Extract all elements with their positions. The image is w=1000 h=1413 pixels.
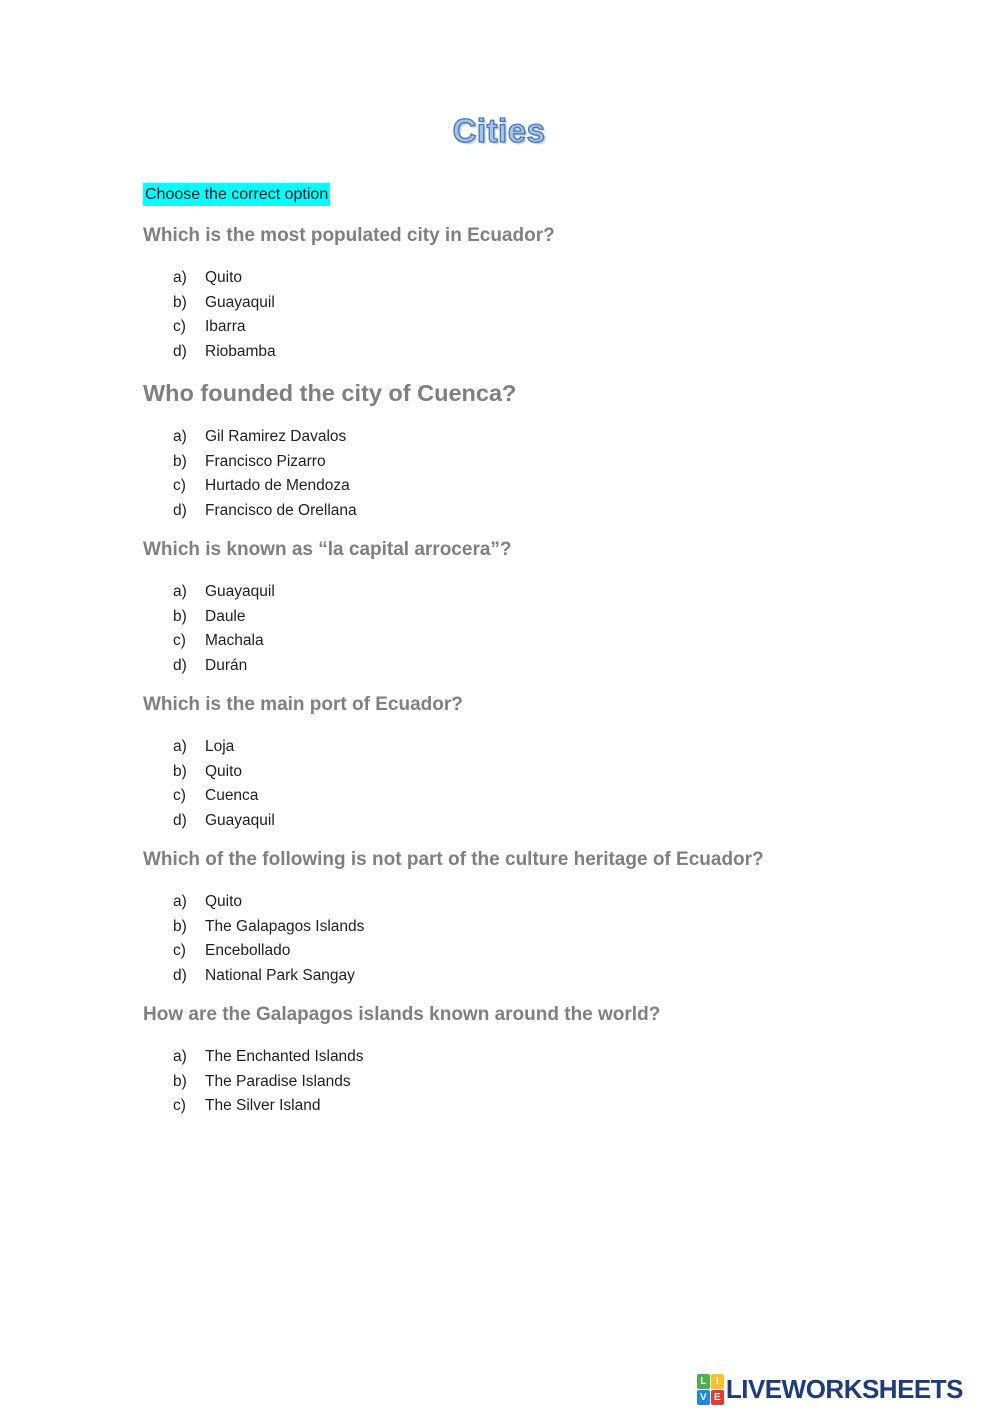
option-text: Guayaquil	[205, 293, 275, 311]
options-list	[143, 425, 855, 523]
answer-option[interactable]	[173, 340, 855, 365]
option-text: Loja	[205, 738, 235, 755]
options-list	[143, 1045, 855, 1119]
question-text: Which is the main port of Ecuador?	[143, 694, 463, 715]
option-letter: a)	[173, 738, 187, 755]
option-text: Quito	[205, 269, 243, 286]
answer-option[interactable]	[173, 1045, 855, 1070]
option-text: Quito	[205, 893, 243, 910]
question-block	[143, 849, 855, 988]
answer-option[interactable]	[173, 809, 855, 834]
option-text: Durán	[205, 656, 248, 674]
answer-option[interactable]	[173, 964, 855, 989]
answer-option[interactable]	[173, 425, 855, 450]
option-text: Guayaquil	[205, 811, 275, 829]
option-letter: d)	[173, 966, 187, 984]
option-letter: c)	[173, 632, 186, 649]
option-letter: c)	[173, 1097, 186, 1114]
option-letter: c)	[173, 477, 186, 494]
question-block	[143, 1004, 855, 1119]
answer-option[interactable]	[173, 629, 855, 654]
answer-option[interactable]	[173, 499, 855, 524]
answer-option[interactable]	[173, 760, 855, 785]
option-letter: d)	[173, 811, 187, 829]
question-block	[143, 539, 855, 678]
answer-option[interactable]	[173, 291, 855, 316]
option-letter: b)	[173, 762, 187, 780]
options-list	[143, 890, 855, 988]
answer-option[interactable]	[173, 939, 855, 964]
option-text: The Paradise Islands	[205, 1072, 351, 1090]
logo-tile-v: V	[697, 1390, 710, 1405]
question-block	[143, 380, 855, 523]
question-text: Which of the following is not part of the culture heritage of Ecuador?	[143, 849, 764, 870]
option-letter: d)	[173, 342, 187, 360]
question-text: Who founded the city of Cuenca?	[143, 380, 517, 406]
option-text: Cuenca	[205, 787, 259, 804]
option-text: Francisco de Orellana	[205, 501, 357, 519]
option-text: Francisco Pizarro	[205, 452, 326, 470]
option-letter: c)	[173, 787, 186, 804]
answer-option[interactable]	[173, 654, 855, 679]
options-list	[143, 266, 855, 364]
option-text: Daule	[205, 607, 246, 625]
option-letter: d)	[173, 501, 187, 519]
answer-option[interactable]	[173, 315, 855, 340]
instruction-highlighted-text: Choose the correct option	[143, 183, 330, 206]
option-text: The Silver Island	[205, 1097, 321, 1114]
option-text: Hurtado de Mendoza	[205, 477, 350, 494]
answer-option[interactable]	[173, 605, 855, 630]
option-text: Machala	[205, 632, 264, 649]
instruction-row	[143, 183, 855, 225]
option-text: Ibarra	[205, 318, 246, 335]
logo-tile-i: I	[711, 1374, 724, 1389]
answer-option[interactable]	[173, 890, 855, 915]
answer-option[interactable]	[173, 580, 855, 605]
liveworksheets-logo[interactable]	[697, 1373, 963, 1405]
option-letter: a)	[173, 428, 187, 445]
option-text: Quito	[205, 762, 243, 780]
answer-option[interactable]	[173, 1070, 855, 1095]
option-letter: a)	[173, 893, 187, 910]
option-text: Guayaquil	[205, 583, 275, 600]
answer-option[interactable]	[173, 735, 855, 760]
option-letter: b)	[173, 607, 187, 625]
option-text: Gil Ramirez Davalos	[205, 428, 347, 445]
logo-tile-e: E	[711, 1390, 724, 1405]
liveworksheets-grid-icon	[697, 1374, 724, 1405]
options-list	[143, 580, 855, 678]
options-list	[143, 735, 855, 833]
logo-tile-l: L	[697, 1374, 710, 1389]
option-letter: b)	[173, 452, 187, 470]
answer-option[interactable]	[173, 1094, 855, 1119]
question-text: Which is the most populated city in Ecuador?	[143, 225, 555, 246]
option-text: Encebollado	[205, 942, 291, 959]
question-block	[143, 225, 855, 364]
question-text: Which is known as “la capital arrocera”?	[143, 539, 512, 560]
option-text: The Enchanted Islands	[205, 1048, 364, 1065]
answer-option[interactable]	[173, 915, 855, 940]
option-letter: a)	[173, 1048, 187, 1065]
option-letter: a)	[173, 583, 187, 600]
option-letter: b)	[173, 1072, 187, 1090]
answer-option[interactable]	[173, 784, 855, 809]
option-letter: b)	[173, 293, 187, 311]
option-letter: d)	[173, 656, 187, 674]
question-text: How are the Galapagos islands known around the world?	[143, 1004, 661, 1025]
answer-option[interactable]	[173, 474, 855, 499]
option-letter: b)	[173, 917, 187, 935]
brand-name: LIVEWORKSHEETS	[725, 1374, 963, 1404]
option-letter: c)	[173, 318, 186, 335]
answer-option[interactable]	[173, 266, 855, 291]
option-text: National Park Sangay	[205, 966, 355, 984]
option-letter: c)	[173, 942, 186, 959]
questions	[143, 225, 855, 1119]
option-text: Riobamba	[205, 342, 276, 360]
option-text: The Galapagos Islands	[205, 917, 365, 935]
answer-option[interactable]	[173, 450, 855, 475]
page-title: Cities	[452, 112, 546, 149]
question-block	[143, 694, 855, 833]
option-letter: a)	[173, 269, 187, 286]
